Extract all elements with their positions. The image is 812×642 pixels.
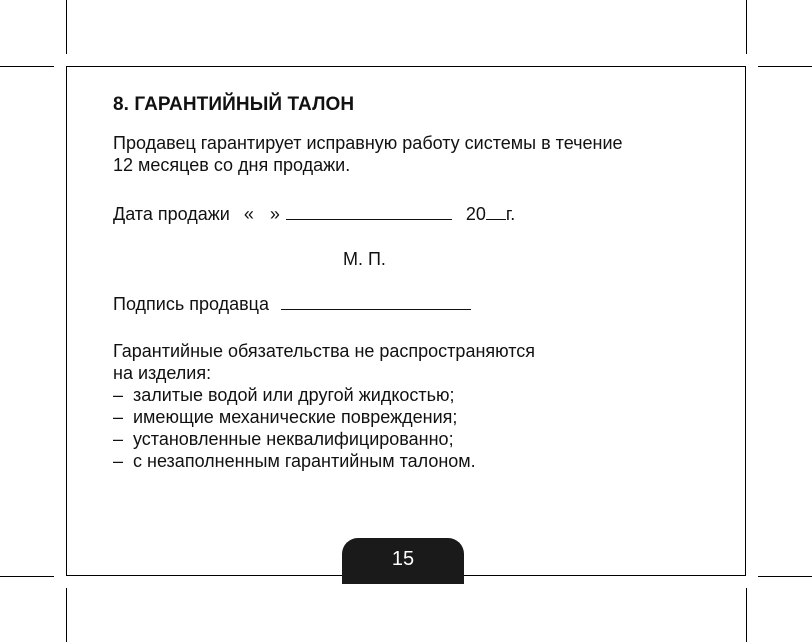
dash-bullet: – xyxy=(113,385,124,405)
crop-mark-left-bottom xyxy=(0,576,54,577)
sale-year-field[interactable] xyxy=(486,202,506,220)
signature-field[interactable] xyxy=(281,292,471,310)
quote-open: « xyxy=(243,204,254,224)
crop-mark-bottom-left xyxy=(66,588,67,642)
crop-mark-right-top xyxy=(758,66,812,67)
list-item-text: имеющие механические повреждения; xyxy=(133,407,458,427)
list-item-text: с незаполненным гарантийным талоном. xyxy=(133,451,476,471)
exclusions-block xyxy=(113,340,535,472)
intro-line: Продавец гарантирует исправную работу системы в течение xyxy=(113,133,623,153)
dash-bullet: – xyxy=(113,429,124,449)
year-suffix: г. xyxy=(505,204,516,224)
crop-mark-right-bottom xyxy=(758,576,812,577)
sale-month-field[interactable] xyxy=(286,202,452,220)
signature-row xyxy=(113,292,471,315)
exclusions-heading: на изделия: xyxy=(113,363,212,383)
list-item xyxy=(113,384,535,406)
page-number: 15 xyxy=(391,548,415,570)
intro-line: 12 месяцев со дня продажи. xyxy=(113,155,351,175)
crop-mark-left-top xyxy=(0,66,54,67)
year-prefix: 20 xyxy=(465,204,486,224)
signature-label: Подпись продавца xyxy=(113,294,270,314)
crop-mark-top-left xyxy=(66,0,67,54)
stamp-label: М. П. xyxy=(343,249,386,269)
list-item xyxy=(113,450,535,472)
exclusions-heading: Гарантийные обязательства не распространяются xyxy=(113,341,536,361)
list-item xyxy=(113,428,535,450)
crop-mark-top-right xyxy=(746,0,747,54)
list-item-text: залитые водой или другой жидкостью; xyxy=(133,385,455,405)
list-item xyxy=(113,406,535,428)
dash-bullet: – xyxy=(113,451,124,471)
intro-paragraph xyxy=(113,132,623,176)
section-title: 8. ГАРАНТИЙНЫЙ ТАЛОН xyxy=(113,94,355,115)
quote-close: » xyxy=(269,204,280,224)
dash-bullet: – xyxy=(113,407,124,427)
page-number-tab xyxy=(342,538,464,584)
list-item-text: установленные неквалифицированно; xyxy=(133,429,454,449)
crop-mark-bottom-right xyxy=(746,588,747,642)
sale-date-label: Дата продажи xyxy=(113,204,230,224)
sale-date-row xyxy=(113,202,515,225)
